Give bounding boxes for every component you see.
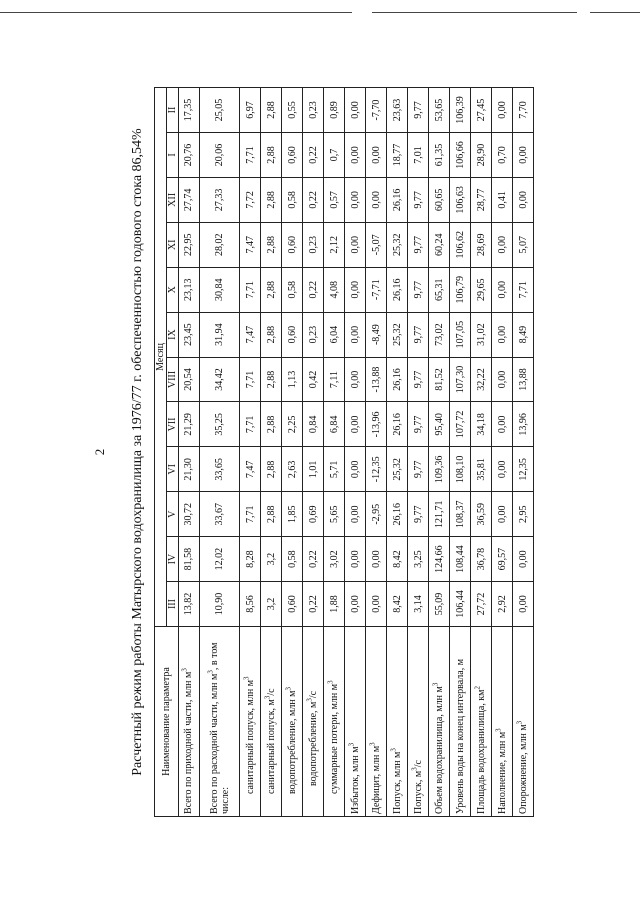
table-cell: 0,60: [282, 222, 303, 267]
table-row: [471, 88, 492, 817]
table-cell: 106,79: [450, 267, 471, 312]
table-row: [303, 88, 324, 817]
table-cell: 25,32: [387, 312, 408, 357]
table-cell: 2,25: [282, 402, 303, 447]
month-header: V: [167, 492, 179, 537]
table-cell: 9,77: [408, 447, 429, 492]
table-cell: 0,55: [282, 88, 303, 133]
table-cell: 31,02: [471, 312, 492, 357]
table-cell: 35,25: [199, 402, 239, 447]
table-cell: 9,77: [408, 177, 429, 222]
table-cell: 106,66: [450, 133, 471, 178]
table-cell: 8,56: [240, 582, 261, 627]
table-cell: 2,12: [324, 222, 345, 267]
table-cell: 0,22: [303, 537, 324, 582]
table-cell: 0,00: [492, 447, 513, 492]
month-header: VII: [167, 402, 179, 447]
table-cell: 22,95: [179, 222, 200, 267]
page-number: 2: [92, 448, 107, 456]
table-cell: 107,05: [450, 312, 471, 357]
row-label-text: суммарные потери, млн м: [328, 683, 340, 794]
table-cell: 8,42: [387, 582, 408, 627]
table-cell: 0,00: [366, 537, 387, 582]
table-cell: 7,71: [240, 492, 261, 537]
table-cell: 26,16: [387, 267, 408, 312]
table-cell: 60,24: [429, 222, 450, 267]
table-cell: 0,00: [513, 582, 534, 627]
table-cell: 0,00: [492, 402, 513, 447]
table-cell: 23,63: [387, 88, 408, 133]
table-cell: 0,00: [492, 357, 513, 402]
table-cell: 12,02: [199, 537, 239, 582]
table-cell: 0,00: [345, 222, 366, 267]
row-label-text: водопотребление, м: [307, 701, 319, 786]
table-cell: 0,00: [345, 267, 366, 312]
unit-exponent: 3: [284, 686, 293, 691]
month-header: X: [167, 267, 179, 312]
param-column-header: Наименование параметра: [155, 627, 179, 817]
unit-exponent: 3: [242, 676, 251, 680]
table-cell: 34,18: [471, 402, 492, 447]
table-cell: 9,77: [408, 267, 429, 312]
table-cell: 7,47: [240, 312, 261, 357]
unit-exponent: 3: [347, 742, 356, 747]
table-cell: -13,88: [366, 357, 387, 402]
table-cell: 17,35: [179, 88, 200, 133]
row-label: [450, 627, 471, 817]
unit-exponent: 3: [410, 767, 419, 771]
table-cell: 0,00: [366, 133, 387, 178]
table-cell: 124,66: [429, 537, 450, 582]
row-label-text: Объем водохранилища, млн м: [433, 686, 445, 814]
table-cell: 20,76: [179, 133, 200, 178]
table-row: [387, 88, 408, 817]
row-label-text: Попуск, млн м: [391, 751, 403, 814]
table-cell: 30,84: [199, 267, 239, 312]
month-header: II: [167, 88, 179, 133]
table-row: [282, 88, 303, 817]
table-cell: 5,71: [324, 447, 345, 492]
scan-edge-line: [372, 12, 577, 13]
table-cell: 4,08: [324, 267, 345, 312]
table-cell: 8,42: [387, 537, 408, 582]
table-cell: 0,89: [324, 88, 345, 133]
table-row: [324, 88, 345, 817]
table-cell: 81,58: [179, 537, 200, 582]
table-cell: 0,00: [492, 492, 513, 537]
table-cell: 1,88: [324, 582, 345, 627]
unit-exponent: 3: [305, 698, 314, 702]
table-cell: 2,88: [261, 447, 282, 492]
table-cell: 7,47: [240, 222, 261, 267]
table-cell: 8,28: [240, 537, 261, 582]
table-cell: 0,00: [366, 582, 387, 627]
table-cell: 0,00: [513, 177, 534, 222]
table-cell: 106,63: [450, 177, 471, 222]
table-cell: 107,30: [450, 357, 471, 402]
table-cell: 2,88: [261, 177, 282, 222]
table-body: [179, 88, 534, 817]
table-cell: -7,71: [366, 267, 387, 312]
table-cell: 5,07: [513, 222, 534, 267]
unit-exponent: 2: [473, 685, 482, 690]
table-cell: 0,00: [345, 133, 366, 178]
month-header: XII: [167, 177, 179, 222]
table-cell: 0,23: [303, 312, 324, 357]
table-cell: 0,69: [303, 492, 324, 537]
table-cell: 55,09: [429, 582, 450, 627]
table-cell: 0,70: [492, 133, 513, 178]
row-label: [240, 627, 261, 817]
table-cell: 2,88: [261, 133, 282, 178]
table-cell: 2,95: [513, 492, 534, 537]
row-label-text: Опорожнение, млн м: [517, 724, 529, 814]
table-cell: 25,05: [199, 88, 239, 133]
table-cell: 0,00: [345, 312, 366, 357]
unit-exponent: 3: [206, 670, 215, 674]
table-cell: 32,22: [471, 357, 492, 402]
table-cell: 0,00: [345, 582, 366, 627]
table-cell: 29,65: [471, 267, 492, 312]
row-label: [387, 627, 408, 817]
table-cell: -7,70: [366, 88, 387, 133]
table-row: [261, 88, 282, 817]
table-cell: 0,23: [303, 88, 324, 133]
month-header: IV: [167, 537, 179, 582]
row-label: [366, 627, 387, 817]
row-label-text: Площадь водохранилища, км: [475, 689, 487, 814]
row-label: [429, 627, 450, 817]
table-cell: 9,77: [408, 357, 429, 402]
month-header: III: [167, 582, 179, 627]
table-cell: 27,74: [179, 177, 200, 222]
row-label-text: Всего по расходной части, млн м: [208, 673, 220, 814]
table-row: [429, 88, 450, 817]
table-cell: 18,77: [387, 133, 408, 178]
unit-exponent: 3: [389, 748, 398, 752]
unit-exponent: 3: [494, 728, 503, 732]
table-cell: 2,88: [261, 267, 282, 312]
row-label: [282, 627, 303, 817]
row-label-suffix: /с: [412, 760, 424, 768]
table-cell: 7,72: [240, 177, 261, 222]
table-cell: 3,25: [408, 537, 429, 582]
table-cell: 13,96: [513, 402, 534, 447]
table-cell: 31,94: [199, 312, 239, 357]
table-cell: 2,88: [261, 222, 282, 267]
table-cell: 7,71: [240, 133, 261, 178]
table-cell: 9,77: [408, 312, 429, 357]
table-cell: 6,04: [324, 312, 345, 357]
table-cell: 108,10: [450, 447, 471, 492]
table-cell: -8,49: [366, 312, 387, 357]
table-cell: 9,77: [408, 88, 429, 133]
table-cell: 2,88: [261, 492, 282, 537]
table-cell: 13,88: [513, 357, 534, 402]
table-cell: 26,16: [387, 492, 408, 537]
unit-exponent: 3: [431, 682, 440, 687]
table-cell: 7,71: [240, 267, 261, 312]
table-cell: 0,00: [345, 447, 366, 492]
rotated-page-content: [90, 52, 550, 852]
table-cell: 23,13: [179, 267, 200, 312]
month-header: IX: [167, 312, 179, 357]
table-cell: 61,35: [429, 133, 450, 178]
table-cell: 35,81: [471, 447, 492, 492]
table-cell: 0,00: [513, 537, 534, 582]
table-cell: 65,31: [429, 267, 450, 312]
table-cell: -12,35: [366, 447, 387, 492]
table-cell: 3,02: [324, 537, 345, 582]
table-cell: 20,06: [199, 133, 239, 178]
unit-exponent: 3: [181, 668, 190, 672]
table-cell: 121,71: [429, 492, 450, 537]
table-cell: 10,90: [199, 582, 239, 627]
table-cell: 108,44: [450, 537, 471, 582]
table-row: [450, 88, 471, 817]
row-label-text: Наполнение, млн м: [496, 731, 508, 814]
table-cell: 6,97: [240, 88, 261, 133]
row-label: [408, 627, 429, 817]
row-label-text: Попуск, м: [412, 770, 424, 814]
month-header: VIII: [167, 357, 179, 402]
table-cell: 0,22: [303, 267, 324, 312]
table-cell: 23,45: [179, 312, 200, 357]
table-cell: 7,71: [240, 402, 261, 447]
table-cell: 2,88: [261, 402, 282, 447]
row-label: [179, 627, 200, 817]
table-cell: 0,00: [345, 357, 366, 402]
table-cell: 1,13: [282, 357, 303, 402]
table-row: [179, 88, 200, 817]
table-cell: 3,14: [408, 582, 429, 627]
unit-exponent: 3: [515, 720, 524, 725]
table-row: [240, 88, 261, 817]
table-row: [366, 88, 387, 817]
table-cell: 2,88: [261, 357, 282, 402]
row-label-suffix: /с: [265, 688, 277, 696]
table-cell: 0,60: [282, 133, 303, 178]
table-cell: 5,65: [324, 492, 345, 537]
reservoir-regime-table: [154, 87, 534, 817]
table-cell: 27,33: [199, 177, 239, 222]
row-label: [471, 627, 492, 817]
table-cell: 0,00: [345, 88, 366, 133]
table-row: [492, 88, 513, 817]
table-cell: 81,52: [429, 357, 450, 402]
table-cell: 0,58: [282, 267, 303, 312]
table-cell: 30,72: [179, 492, 200, 537]
table-cell: 7,71: [240, 357, 261, 402]
month-header: I: [167, 133, 179, 178]
table-cell: 0,7: [324, 133, 345, 178]
unit-exponent: 3: [326, 680, 335, 684]
table-cell: 9,77: [408, 402, 429, 447]
table-cell: 3,2: [261, 582, 282, 627]
table-cell: 36,78: [471, 537, 492, 582]
table-cell: -13,96: [366, 402, 387, 447]
table-cell: 69,57: [492, 537, 513, 582]
table-cell: 107,72: [450, 402, 471, 447]
table-cell: 0,41: [492, 177, 513, 222]
table-cell: 33,65: [199, 447, 239, 492]
table-cell: 0,00: [345, 177, 366, 222]
table-cell: 9,77: [408, 492, 429, 537]
table-cell: 0,57: [324, 177, 345, 222]
row-label-suffix: , в том числе:: [208, 642, 231, 814]
row-label-text: санитарный попуск, млн м: [244, 679, 256, 794]
month-header: XI: [167, 222, 179, 267]
month-header: VI: [167, 447, 179, 492]
table-cell: 28,90: [471, 133, 492, 178]
table-cell: 60,65: [429, 177, 450, 222]
table-cell: 0,00: [513, 133, 534, 178]
table-cell: 36,59: [471, 492, 492, 537]
table-cell: 106,62: [450, 222, 471, 267]
scan-edge-line: [0, 12, 352, 13]
table-cell: 28,02: [199, 222, 239, 267]
row-label: [303, 627, 324, 817]
table-cell: 0,22: [303, 177, 324, 222]
table-row: [345, 88, 366, 817]
table-cell: -5,07: [366, 222, 387, 267]
unit-exponent: 3: [263, 695, 272, 700]
table-cell: 8,49: [513, 312, 534, 357]
row-label: [324, 627, 345, 817]
table-cell: 27,45: [471, 88, 492, 133]
row-label-text: Всего по приходной части, млн м: [183, 671, 195, 814]
table-cell: 0,00: [345, 402, 366, 447]
table-cell: 6,84: [324, 402, 345, 447]
table-cell: 0,00: [492, 312, 513, 357]
row-label: [345, 627, 366, 817]
table-cell: 7,70: [513, 88, 534, 133]
table-cell: 13,82: [179, 582, 200, 627]
table-cell: 2,88: [261, 312, 282, 357]
row-label: [513, 627, 534, 817]
table-cell: 33,67: [199, 492, 239, 537]
table-cell: 12,35: [513, 447, 534, 492]
row-label: [199, 627, 239, 817]
table-cell: 0,60: [282, 582, 303, 627]
table-cell: 1,85: [282, 492, 303, 537]
table-cell: 0,22: [303, 582, 324, 627]
table-cell: 0,00: [345, 537, 366, 582]
month-group-header: Месяц: [155, 88, 167, 627]
table-row: [513, 88, 534, 817]
table-cell: 7,47: [240, 447, 261, 492]
table-cell: 0,22: [303, 133, 324, 178]
table-cell: 0,23: [303, 222, 324, 267]
table-cell: 7,71: [513, 267, 534, 312]
table-cell: 0,00: [492, 267, 513, 312]
row-label: [492, 627, 513, 817]
table-cell: 0,42: [303, 357, 324, 402]
table-cell: 2,92: [492, 582, 513, 627]
row-label-text: Избыток, млн м: [349, 746, 361, 814]
table-cell: 26,16: [387, 402, 408, 447]
table-cell: 27,72: [471, 582, 492, 627]
table-cell: 9,77: [408, 222, 429, 267]
table-cell: 95,40: [429, 402, 450, 447]
table-cell: 28,77: [471, 177, 492, 222]
table-cell: 0,00: [492, 88, 513, 133]
table-cell: 25,32: [387, 447, 408, 492]
row-label-text: Дефицит, млн м: [370, 745, 382, 814]
row-label-suffix: /с: [307, 690, 319, 699]
unit-exponent: 3: [368, 742, 377, 746]
table-cell: 20,54: [179, 357, 200, 402]
table-cell: 2,88: [261, 88, 282, 133]
scan-edge-line: [590, 12, 640, 13]
table-cell: -2,95: [366, 492, 387, 537]
table-cell: 7,11: [324, 357, 345, 402]
table-cell: 7,01: [408, 133, 429, 178]
row-label-text: Уровень воды на конец интервала, м: [454, 658, 466, 814]
table-cell: 28,69: [471, 222, 492, 267]
table-cell: 21,30: [179, 447, 200, 492]
table-cell: 53,65: [429, 88, 450, 133]
table-cell: 0,00: [345, 492, 366, 537]
table-cell: 0,58: [282, 537, 303, 582]
table-cell: 108,37: [450, 492, 471, 537]
table-cell: 34,42: [199, 357, 239, 402]
table-cell: 1,01: [303, 447, 324, 492]
table-cell: 73,02: [429, 312, 450, 357]
table-cell: 25,32: [387, 222, 408, 267]
table-cell: 26,16: [387, 177, 408, 222]
table-cell: 26,16: [387, 357, 408, 402]
table-row: [199, 88, 239, 817]
row-label-text: водопотребление, млн м: [286, 690, 298, 794]
table-cell: 0,84: [303, 402, 324, 447]
row-label-text: санитарный попуск, м: [265, 699, 277, 794]
table-cell: 0,60: [282, 312, 303, 357]
table-cell: 0,00: [366, 177, 387, 222]
table-cell: 3,2: [261, 537, 282, 582]
table-cell: 2,63: [282, 447, 303, 492]
table-cell: 0,00: [492, 222, 513, 267]
table-header-row: [155, 88, 167, 817]
table-cell: 106,39: [450, 88, 471, 133]
table-cell: 109,36: [429, 447, 450, 492]
table-title: Расчетный режим работы Матырского водохранилища за 1976/77 г. обеспеченностью годового стока 86,54%: [130, 128, 145, 776]
table-cell: 21,29: [179, 402, 200, 447]
table-row: [408, 88, 429, 817]
table-cell: 0,58: [282, 177, 303, 222]
table-cell: 106,44: [450, 582, 471, 627]
row-label: [261, 627, 282, 817]
